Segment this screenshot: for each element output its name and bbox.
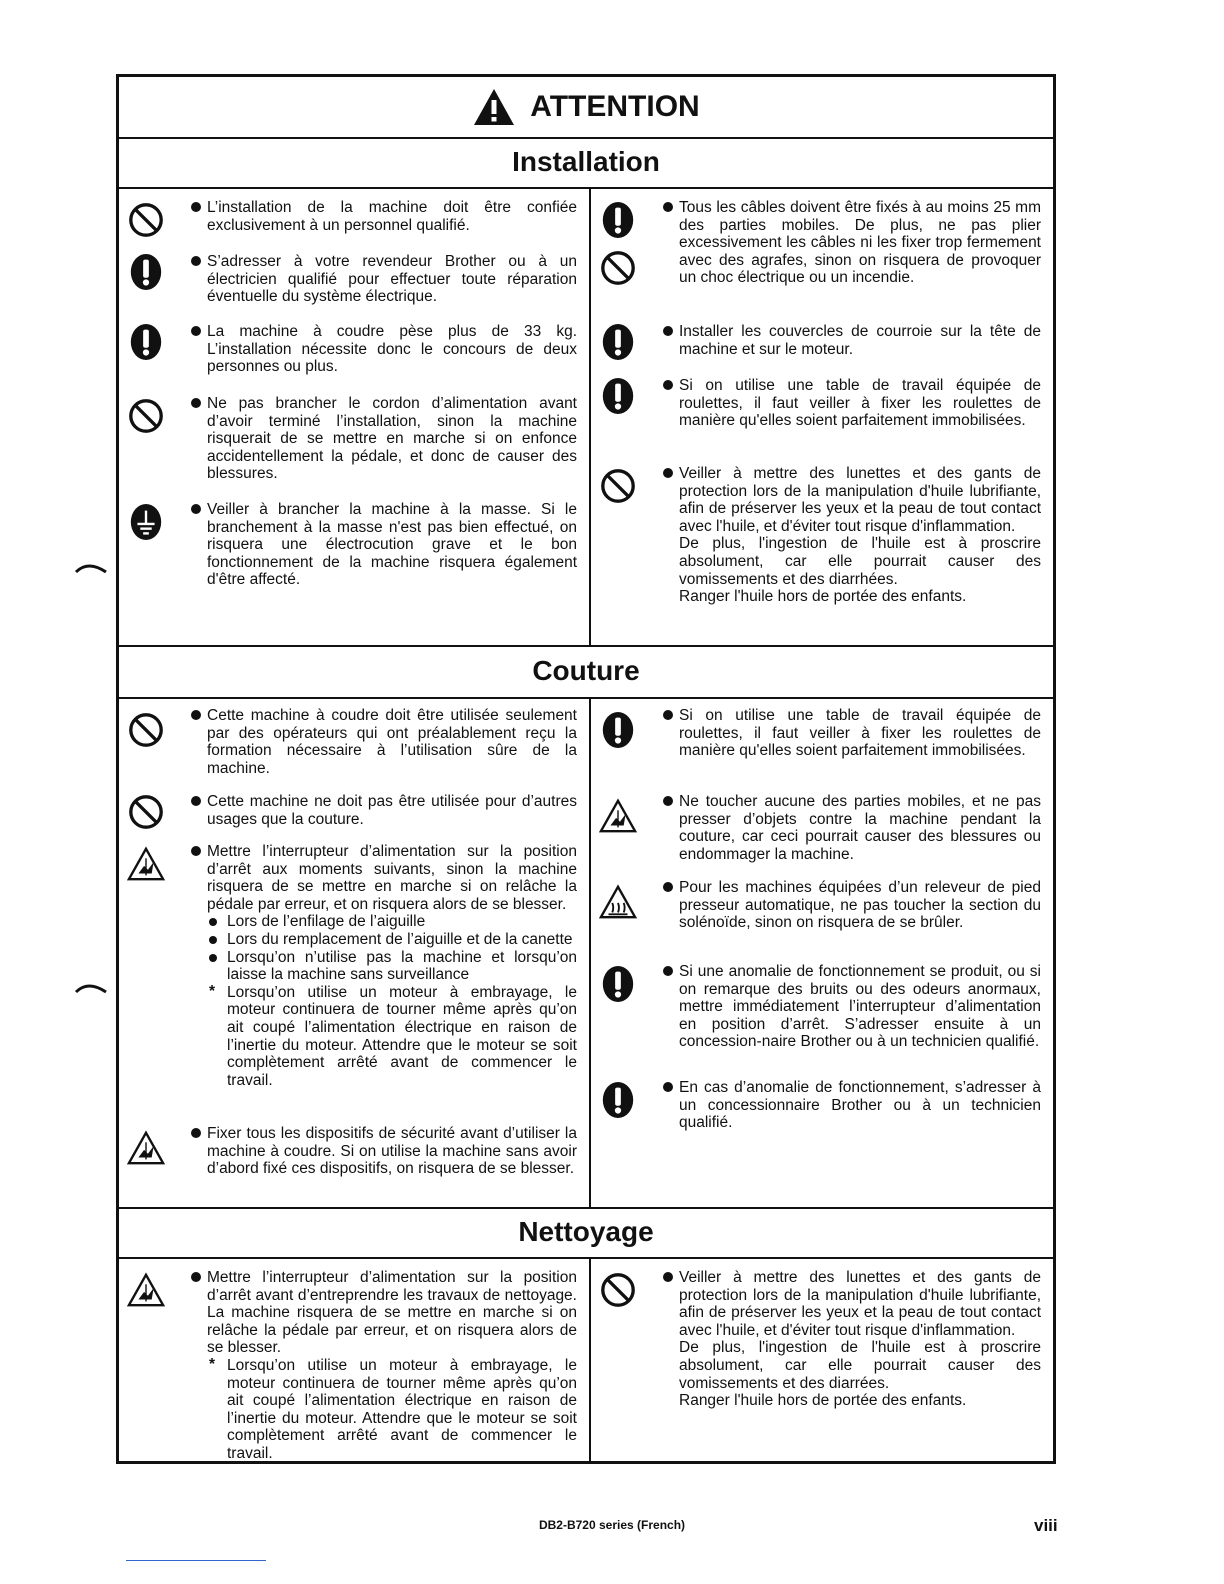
item-text: Fixer tous les dispositifs de sécurité avant d’utiliser la machine à coudre. Si on utilise la machine sans avoir d’abord fixé ces dispositifs, on risquera de se blesser. [207,1125,577,1178]
couture-left-column [119,699,589,1207]
hand-hazard-icon [127,1271,165,1309]
note-text: Lorsqu’on utilise un moteur à embrayage, le moteur continuera de tourner même après qu’on ait coupé l’alimentation électrique en raison de l’inertie du moteur. Attendre que le moteur se soit complètement arrêté avant de commencer le travail. [227,1356,577,1462]
prohibition-icon [127,793,165,831]
bullet [191,504,201,514]
item-text: Tous les câbles doivent être fixés à au moins 25 mm des parties mobiles. De plus, ne pas plier excessivement les câbles ni les fixer trop fermement avec des agrafes, sinon on risquera de provoquer un choc électrique ou un incendie. [679,199,1041,287]
page-number: viii [1034,1516,1058,1535]
asterisk: * [209,1355,216,1373]
hand-hazard-icon [599,797,637,835]
asterisk: * [209,982,216,1000]
item-text: Ne toucher aucune des parties mobiles, et ne pas presser d’objets contre la machine pendant la couture, car ceci pourrait causer des blessures ou endommager la machine. [679,793,1041,863]
note-item [207,1357,577,1463]
mandatory-icon [599,323,637,361]
divider [126,1560,266,1561]
bullet [663,796,673,806]
nettoyage-section [119,1259,1053,1461]
bullet [663,710,673,720]
sub-bullet [209,954,217,962]
item-paragraph: Veiller à mettre des lunettes et des gants de protection lors de la manipulation d'huile lubrifiante, afin de préserver les yeux et la peau de tout contact avec l'huile, et d'éviter tout risque d'inflammation. [679,1269,1041,1339]
item-text: Installer les couvercles de courroie sur la tête de machine et sur le moteur. [679,323,1041,358]
item-paragraph: Veiller à mettre des lunettes et des gants de protection lors de la manipulation d'huile lubrifiante, afin de préserver les yeux et la peau de tout contact avec l'huile, et d'éviter tout risque d'inflammation. [679,465,1041,535]
item-paragraph: Ranger l'huile hors de portée des enfants. [679,588,967,606]
bullet [191,398,201,408]
couture-title: Couture [532,655,640,686]
margin-mark-icon [74,560,108,576]
item-paragraph: De plus, l'ingestion de l'huile est à proscrire absolument, car elle pourrait causer des vomissements et des diarrées. [679,1339,1041,1392]
bullet [663,326,673,336]
sub-item [207,931,577,949]
hand-hazard-icon [127,845,165,883]
item-text [679,1269,1041,1410]
couture-section [119,699,1053,1209]
bullet [191,202,201,212]
bullet [191,1272,201,1282]
warning-triangle-icon [472,87,516,127]
item-text: La machine à coudre pèse plus de 33 kg. L’installation nécessite donc le concours de deux personnes ou plus. [207,323,577,376]
item-text: S’adresser à votre revendeur Brother ou à un électricien qualifié pour effectuer toute réparation éventuelle du système électrique. [207,253,577,306]
bullet [663,468,673,478]
hot-surface-icon [599,883,637,921]
bullet [663,1272,673,1282]
nettoyage-right-column [591,1259,1053,1461]
sub-bullet [209,936,217,944]
prohibition-icon [599,249,637,287]
mandatory-icon [599,711,637,749]
item-paragraph: Ranger l'huile hors de portée des enfants. [679,1392,967,1410]
item-text: Cette machine ne doit pas être utilisée pour d’autres usages que la couture. [207,793,577,828]
installation-section [119,189,1053,647]
bullet [191,796,201,806]
bullet [191,326,201,336]
note-text: Lorsqu’on utilise un moteur à embrayage, le moteur continuera de tourner même après qu’on ait coupé l’alimentation électrique en raison de l’inertie du moteur. Attendre que le moteur se soit complètement arrêté avant de commencer le travail. [227,983,577,1089]
bullet [191,846,201,856]
safety-instructions-frame [116,74,1056,1464]
bullet [191,256,201,266]
bullet [663,1082,673,1092]
item-text: Pour les machines équipées d’un releveur de pied presseur automatique, ne pas toucher la section du solénoïde, sinon on risquera de se brûler. [679,879,1041,932]
bullet [663,202,673,212]
item-paragraph: Mettre l’interrupteur d’alimentation sur la position d’arrêt avant d’entreprendre les travaux de nettoyage. La machine risquera de se mettre en marche si on relâche la pédale par erreur, et on risquera alors de se blesser. [207,1269,577,1357]
item-paragraph: Mettre l’interrupteur d’alimentation sur la position d’arrêt aux moments suivants, sinon la machine risquera de se mettre en marche si on relâche la pédale par erreur, et on risquera alors de se blesser. [207,843,577,913]
item-text [207,843,577,1089]
installation-header [119,137,1053,189]
installation-right-column [591,189,1053,645]
ground-icon [127,503,165,541]
bullet [663,380,673,390]
item-text: Veiller à brancher la machine à la masse. Si le branchement à la masse n'est pas bien effectué, on risquera une électrocution grave et le bon fonctionnement de la machine risquera également d'être affecté. [207,501,577,589]
couture-right-column [591,699,1053,1207]
sub-item [207,913,577,931]
footer-model: DB2-B720 series (French) [538,1518,686,1532]
item-text: Si on utilise une table de travail équipée de roulettes, il faut veiller à fixer les roulettes de manière qu'elles soient parfaitement immobilisées. [679,377,1041,430]
bullet [191,710,201,720]
hand-hazard-icon [127,1129,165,1167]
margin-mark-icon [74,980,108,996]
item-text [207,1269,577,1463]
note-item [207,984,577,1090]
item-paragraph: De plus, l'ingestion de l'huile est à proscrire absolument, car elle pourrait causer des vomissements et des diarrhées. [679,535,1041,588]
bullet [663,966,673,976]
installation-title: Installation [512,146,660,177]
mandatory-icon [127,323,165,361]
installation-left-column [119,189,589,645]
item-text [679,465,1041,606]
mandatory-icon [599,377,637,415]
attention-header [119,77,1053,139]
nettoyage-header [119,1207,1053,1259]
item-text: Ne pas brancher le cordon d’alimentation avant d’avoir terminé l’installation, sinon la machine risquerait de se mettre en marche si on enfonce accidentellement la pédale, et donc de causer des blessures. [207,395,577,483]
prohibition-icon [127,397,165,435]
sub-bullet [209,918,217,926]
prohibition-icon [599,467,637,505]
sub-item [207,949,577,984]
mandatory-icon [599,965,637,1003]
mandatory-icon [127,253,165,291]
nettoyage-left-column [119,1259,589,1461]
bullet [663,882,673,892]
item-text: En cas d’anomalie de fonctionnement, s’adresser à un concessionnaire Brother ou à un technicien qualifié. [679,1079,1041,1132]
couture-header [119,645,1053,699]
attention-title: ATTENTION [530,90,700,123]
item-text: Si on utilise une table de travail équipée de roulettes, il faut veiller à fixer les roulettes de manière qu'elles soient parfaitement immobilisées. [679,707,1041,760]
prohibition-icon [599,1271,637,1309]
mandatory-icon [599,201,637,239]
nettoyage-title: Nettoyage [518,1216,654,1247]
mandatory-icon [599,1081,637,1119]
prohibition-icon [127,201,165,239]
sub-item-text: Lors de l’enfilage de l’aiguille [227,913,426,931]
item-text: Si une anomalie de fonctionnement se produit, ou si on remarque des bruits ou des odeurs anormaux, mettre immédiatement l’interrupteur d’alimentation en position d’arrêt. S’adresser ensuite à un concession-naire Brother ou à un technicien qualifié. [679,963,1041,1051]
prohibition-icon [127,711,165,749]
item-text: Cette machine à coudre doit être utilisée seulement par des opérateurs qui ont préalablement reçu la formation nécessaire à l’utilisation sûre de la machine. [207,707,577,777]
sub-item-text: Lors du remplacement de l’aiguille et de la canette [227,930,573,948]
sub-item-text: Lorsqu’on n’utilise pas la machine et lorsqu’on laisse la machine sans surveillance [227,948,577,984]
bullet [191,1128,201,1138]
item-text: L’installation de la machine doit être confiée exclusivement à un personnel qualifié. [207,199,577,234]
